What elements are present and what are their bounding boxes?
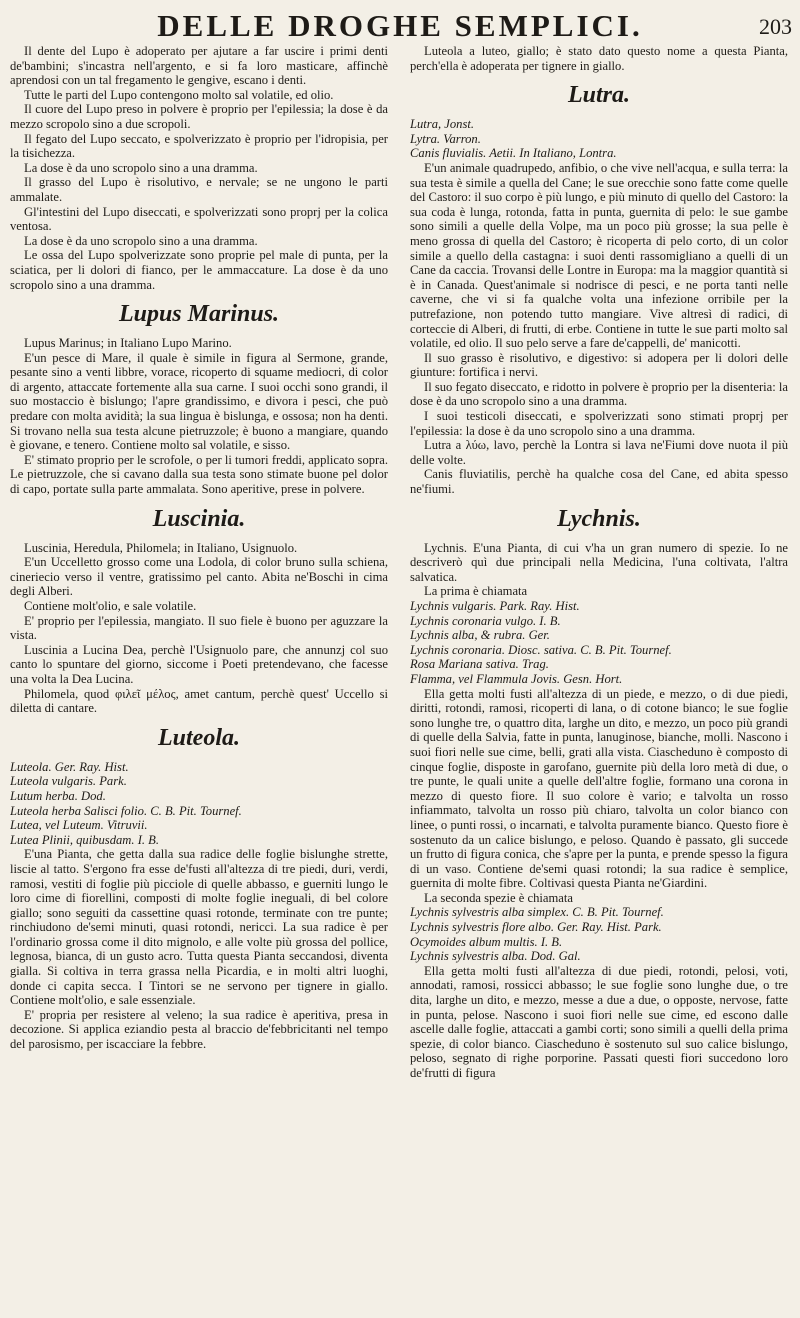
paragraph: E'una Pianta, che getta dalla sua radice delle foglie bislunghe strette, liscie al tatto. S'ergono fra esse de'fusti all'altezza di tre piedi, duri, verdi, ramosi, vestiti di foglie più picciole di quelle abbasso, e guerniti lungo le loro cime di fiorellini, composti di molte foglie ineguali, di bel colore giallo; sono seguiti da cassettine quasi rotonde, terminate con tre punte; rinchiudono de'semi minuti, quasi rotondi, nericci. La sua radice è per l'ordinario grossa come il dito mignolo, e alle volte più grossa del pollice, legnosa, bianca, di un gusto acro. Tutta questa Pianta seccandosi, diventa gialla. Si coltiva in terra grassa nella Picardia, e in molti altri luoghi, donde ci capita secca. I Tintori se ne servono per tignere in giallo. Contiene molt'olio, e sale essenziale.: [10, 847, 388, 1008]
synonym-line: Luteola. Ger. Ray. Hist.: [10, 759, 129, 774]
section-heading-lutra: Lutra.: [567, 82, 630, 109]
page-number: 203: [759, 14, 792, 39]
paragraph: Lychnis. E'una Pianta, di cui v'ha un gran numero di spezie. Io ne descriverò quì due principali nella Medicina, l'una coltivata, l'altra salvatica.: [410, 540, 788, 584]
paragraph: E'un animale quadrupedo, anfibio, o che vive nell'acqua, e sulla terra: la sua testa è simile a quella del Cane; le sue orecchie sono fatte come quelle del Castoro: il suo corpo è più lungo, e più minuto di quello del Castoro: la sua coda è lunga, rotonda, fatta in punta, guernita di pelo: le sue gambe sono simili a quelle della Volpe, ma un poco più grosse; la sua pelle è meno grossa di quella del Castoro; è ricoperta di pelo corto, di un color simile a quello della castagna: i suoi denti rassomigliano a quelli di un Cane da caccia. Trovansi delle Lontre in Europa: ma la maggior quantità si è in Canada. Quest'animale si nodrisce di pesci, e ne porta tanti nelle caverne, che vi si fa qualche volta una infezione orribile per la putrefazione, non potendo tutto mangiare. Vive altresì di radici, di corteccie di Alberi, di frutti, di erbe. Contiene in tutte le sue parti molto sal volatile, ed olio. Il suo pelo serve a fare de'cappelli, de' manicotti.: [410, 160, 788, 351]
synonym-line: Lutum herba. Dod.: [10, 788, 106, 803]
paragraph: La dose è da uno scropolo sino a una dramma.: [24, 233, 258, 248]
paragraph: Luscinia, Heredula, Philomela; in Italiano, Usignuolo.: [24, 540, 298, 555]
paragraph: E' stimato proprio per le scrofole, o per li tumori freddi, applicato sopra. Le pietruzzole, che si cavano dalla sua testa sono stimate buone pel dolor di capo, portate sulla parte ammalata. Sono aperitive, prese in polvere.: [10, 452, 388, 497]
synonym-line: Lychnis vulgaris. Park. Ray. Hist.: [410, 599, 580, 613]
luscinia-section: [10, 541, 388, 716]
paragraph: Gl'intestini del Lupo diseccati, e spolverizzati sono proprj per la colica ventosa.: [10, 204, 388, 234]
synonym-line: Lutra, Jonst.: [410, 117, 475, 132]
lutra-section: [410, 161, 788, 497]
synonym-line: Lytra. Varron.: [410, 131, 481, 146]
paragraph: Tutte le parti del Lupo contengono molto sal volatile, ed olio.: [24, 87, 334, 102]
paragraph: Le ossa del Lupo spolverizzate sono proprie pel male di punta, per la sciatica, per li dolori di fianco, per le ammaccature. La dose è da uno scropolo sino a una dramma.: [10, 248, 388, 292]
left-column: [10, 44, 388, 1308]
lychnis-section: [410, 541, 788, 1081]
synonym-line: Flamma, vel Flammula Jovis. Gesn. Hort.: [410, 671, 623, 686]
synonym-line: Ocymoides album multis. I. B.: [410, 934, 563, 949]
intro-section: [10, 44, 388, 292]
luteola-synonyms: [10, 760, 388, 848]
synonym-line: Lychnis sylvestris alba simplex. C. B. Pit. Tournef.: [410, 905, 664, 920]
paragraph: E' propria per resistere al veleno; la sua radice è aperitiva, presa in decozione. Si applica eziandio pesta al braccio de'febbricitanti nel tempo del parosismo, per iscacciare la febbre.: [10, 1007, 388, 1052]
synonym-line: Canis fluvialis. Aetii. In Italiano, Lontra.: [410, 146, 617, 161]
paragraph: Luteola a luteo, giallo; è stato dato questo nome a questa Pianta, perch'ella è adoperata per tignere in giallo.: [410, 44, 788, 73]
paragraph: La prima è chiamata: [424, 584, 528, 599]
right-column: [410, 44, 788, 1308]
lupus-marinus-section: [10, 336, 388, 497]
paragraph: Il grasso del Lupo è risolutivo, e nervale; se ne ungono le parti ammalate.: [10, 175, 388, 204]
luteola-section: [10, 847, 388, 1051]
paragraph: La seconda spezie è chiamata: [424, 890, 573, 905]
paragraph: E'un pesce di Mare, il quale è simile in figura al Sermone, grande, pesante sino a venti libbre, vorace, ricoperto di squame mediocri, di color di argento, attaccate fortemente alla sua carne. I suoi occhi sono grandi, il suo mostaccio è bislungo; l'apre grandissimo, e divora i pesci, che può predare con molta avidità; la sua lingua è bislunga, e ossosa; non ha denti. Si trovano nella sua testa alcune pietruzzole; è buono a mangiare, quando è giovane, e tenero. Contiene molto sal volatile, e sisso.: [10, 350, 388, 453]
synonym-line: Luteola herba Salisci folio. C. B. Pit. Tournef.: [10, 803, 242, 818]
synonym-line: Luteola vulgaris. Park.: [10, 774, 127, 789]
paragraph: Lupus Marinus; in Italiano Lupo Marino.: [24, 336, 232, 351]
paragraph: Luscinia a Lucina Dea, perchè l'Usignuolo pare, che annunzj col suo canto lo spuntare del giorno, siccome i Poeti pretendevano, che facesse una volta la Dea Lucina.: [10, 642, 388, 686]
section-heading-lychnis: Lychnis.: [557, 505, 641, 532]
section-heading-lupus-marinus: Lupus Marinus.: [118, 301, 280, 328]
synonym-line: Rosa Mariana sativa. Trag.: [410, 657, 549, 672]
paragraph: E'un Uccelletto grosso come una Lodola, di color bruno sulla schiena, cineriecio verso il ventre, gratissimo pel canto. Abita ne'Boschi in cima degli Alberi.: [10, 555, 388, 599]
synonym-line: Lychnis alba, & rubra. Ger.: [410, 628, 550, 643]
paragraph: La dose è da uno scropolo sino a una dramma.: [24, 160, 258, 175]
paragraph: Il cuore del Lupo preso in polvere è proprio per l'epilessia; la dose è da mezzo scropolo sino a due scropoli.: [10, 102, 388, 131]
lutra-synonyms: [410, 117, 788, 161]
running-title: DELLE DROGHE SEMPLICI.: [157, 8, 643, 43]
paragraph: Lutra a λύω, lavo, perchè la Lontra si lava ne'Fiumi dove nuota il più delle volte.: [410, 438, 788, 467]
paragraph: Ella getta molti fusti all'altezza di due piedi, rotondi, pelosi, voti, annodati, ramosi, rossicci abbasso; le sue foglie sono lunghe due, o tre dita, larghe un dito, e mezzo, messe a due a due, o opposte, nervose, fatte in punta, pelose. Nascono i suoi fiori nelle sue cime, ed escono dalle ascelle dalle foglie, attaccati a gambi corti; sono simili a quelli della prima spezie, di color bianco. Ciascheduno è sostenuto sul suo calice bislungo, peloso, segnato di righe porporine. Passati questi fiori succedono loro de'frutti di figura: [410, 963, 788, 1080]
paragraph: Contiene molt'olio, e sale volatile.: [24, 599, 197, 613]
paragraph: Il fegato del Lupo seccato, e spolverizzato è proprio per l'idropisia, per la tisichezza.: [10, 131, 388, 161]
paragraph: Ella getta molti fusti all'altezza di un piede, e mezzo, o di due piedi, diritti, rotondi, ramosi, ricoperti di lana, o di cotone bianco; le sue foglie sono lunghe tre, o quattro dita, larghe un dito, e mezzo, un poco più grandi di quelle della Salvia, fatte in punta, lanuginose, bianche, molli. Nascono i suoi fiori nelle sue cime, belli, grati alla vista. Ciascheduno è composto di cinque foglie, disposte in garofano, guernite più della loro metà di due, o tre punte, le quali unite a quelle dell'altre foglie, formano una corona in mezzo di questo fiore. Il suo colore è vario; e talvolta un rosso infiammato, talvolta un rosso più chiaro, talvolta un color bianco con linee, o punti rossi, o incarnati, e talvolta puramente bianco. Questo fiore è sostenuto da un calice bislungo, e peloso. Quando è passato, gli succede un frutto di figura conica, che s'apre per la punta, e prende spesso la figura di un vaso. Contiene de'semi quasi rotondi; la sua radice è semplice, guernita di molte fibre. Coltivasi questa Pianta ne'Giardini.: [410, 686, 788, 891]
synonym-line: Lutea Plinii, quibusdam. I. B.: [10, 832, 160, 847]
synonym-line: Lutea, vel Luteum. Vitruvii.: [10, 818, 148, 833]
paragraph: Il suo fegato diseccato, e ridotto in polvere è proprio per la disenteria: la dose è da uno scropolo sino a una dramma.: [410, 379, 788, 409]
page-header: [0, 6, 800, 46]
luteola-etymology: [410, 44, 788, 73]
synonym-line: Lychnis sylvestris flore albo. Ger. Ray. Hist. Park.: [410, 920, 662, 935]
synonym-line: Lychnis sylvestris alba. Dod. Gal.: [410, 949, 581, 964]
synonym-line: Lychnis coronaria. Diosc. sativa. C. B. Pit. Tournef.: [410, 642, 672, 657]
paragraph: E' proprio per l'epilessia, mangiato. Il suo fiele è buono per aguzzare la vista.: [10, 613, 388, 643]
paragraph: Il dente del Lupo è adoperato per ajutare a far uscire i primi denti de'bambini; s'incastra nell'argento, e si fa loro masticare, affinchè aprendosi con un tal fregamento le gengive, escano i denti.: [10, 44, 388, 88]
paragraph: Il suo grasso è risolutivo, e digestivo: si adopera per li dolori delle giunture: fortifica i nervi.: [410, 350, 788, 380]
paragraph: Philomela, quod φιλεῖ μέλος, amet cantum, perchè quest' Uccello si diletta di cantare.: [10, 686, 388, 716]
paragraph: I suoi testicoli diseccati, e spolverizzati sono stimati proprj per l'epilessia: la dose è da uno scropolo sino a una dramma.: [410, 409, 788, 438]
section-heading-luteola: Luteola.: [158, 724, 240, 751]
section-heading-luscinia: Luscinia.: [152, 505, 246, 532]
synonym-line: Lychnis coronaria vulgo. I. B.: [410, 613, 561, 628]
paragraph: Canis fluviatilis, perchè ha qualche cosa del Cane, ed abita spesso ne'fiumi.: [410, 467, 788, 497]
